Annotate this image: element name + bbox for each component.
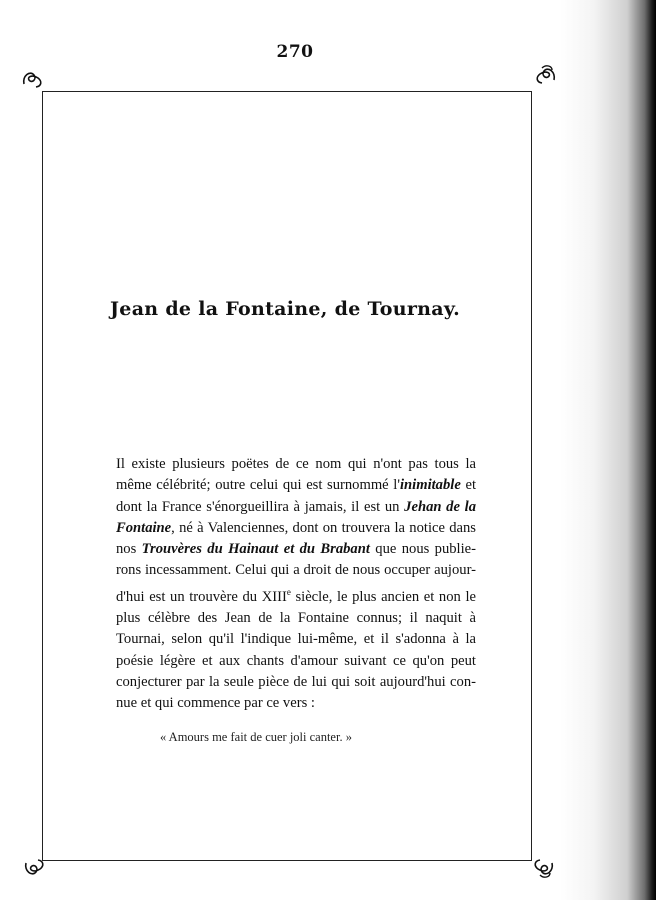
text-line: même célébrité; outre celui qui est surnommé l'inimitable et (116, 477, 476, 494)
text-line: d'hui est un trouvère du XIIIe siècle, le plus ancien et non le (116, 586, 476, 605)
corner-ornament-icon (22, 855, 48, 881)
text-line: Fontaine, né à Valenciennes, dont on trouvera la notice dans (116, 519, 476, 536)
text-line: Tournai, selon qu'il l'indique lui-même, et il s'adonna à la (116, 631, 476, 648)
book-gutter-shadow (560, 0, 656, 900)
chapter-title: Jean de la Fontaine, de Tournay. (110, 298, 460, 320)
text-line: conjecturer par la seule pièce de lui qui soit aujourd'hui con- (116, 673, 476, 690)
page-number: 270 (276, 42, 314, 62)
text-line: poésie légère et aux chants d'amour suivant ce qu'on peut (116, 652, 476, 669)
verse-quote: « Amours me fait de cuer joli canter. » (160, 730, 352, 744)
corner-ornament-icon (20, 66, 46, 92)
text-line: nos Trouvères du Hainaut et du Brabant que nous publie- (116, 541, 477, 558)
corner-ornament-icon (532, 62, 558, 88)
text-line: plus célèbre des Jean de la Fontaine connus; il naquit à (116, 609, 476, 626)
text-line: rons incessamment. Celui qui a droit de nous occuper aujour- (116, 562, 476, 579)
body-paragraph (116, 454, 476, 714)
text-line: Il existe plusieurs poëtes de ce nom qui n'ont pas tous la (116, 456, 476, 472)
text-line: nue et qui commence par ce vers : (116, 695, 315, 712)
text-line: dont la France s'énorgueillira à jamais, il est un Jehan de la (116, 498, 476, 515)
corner-ornament-icon (530, 855, 556, 881)
